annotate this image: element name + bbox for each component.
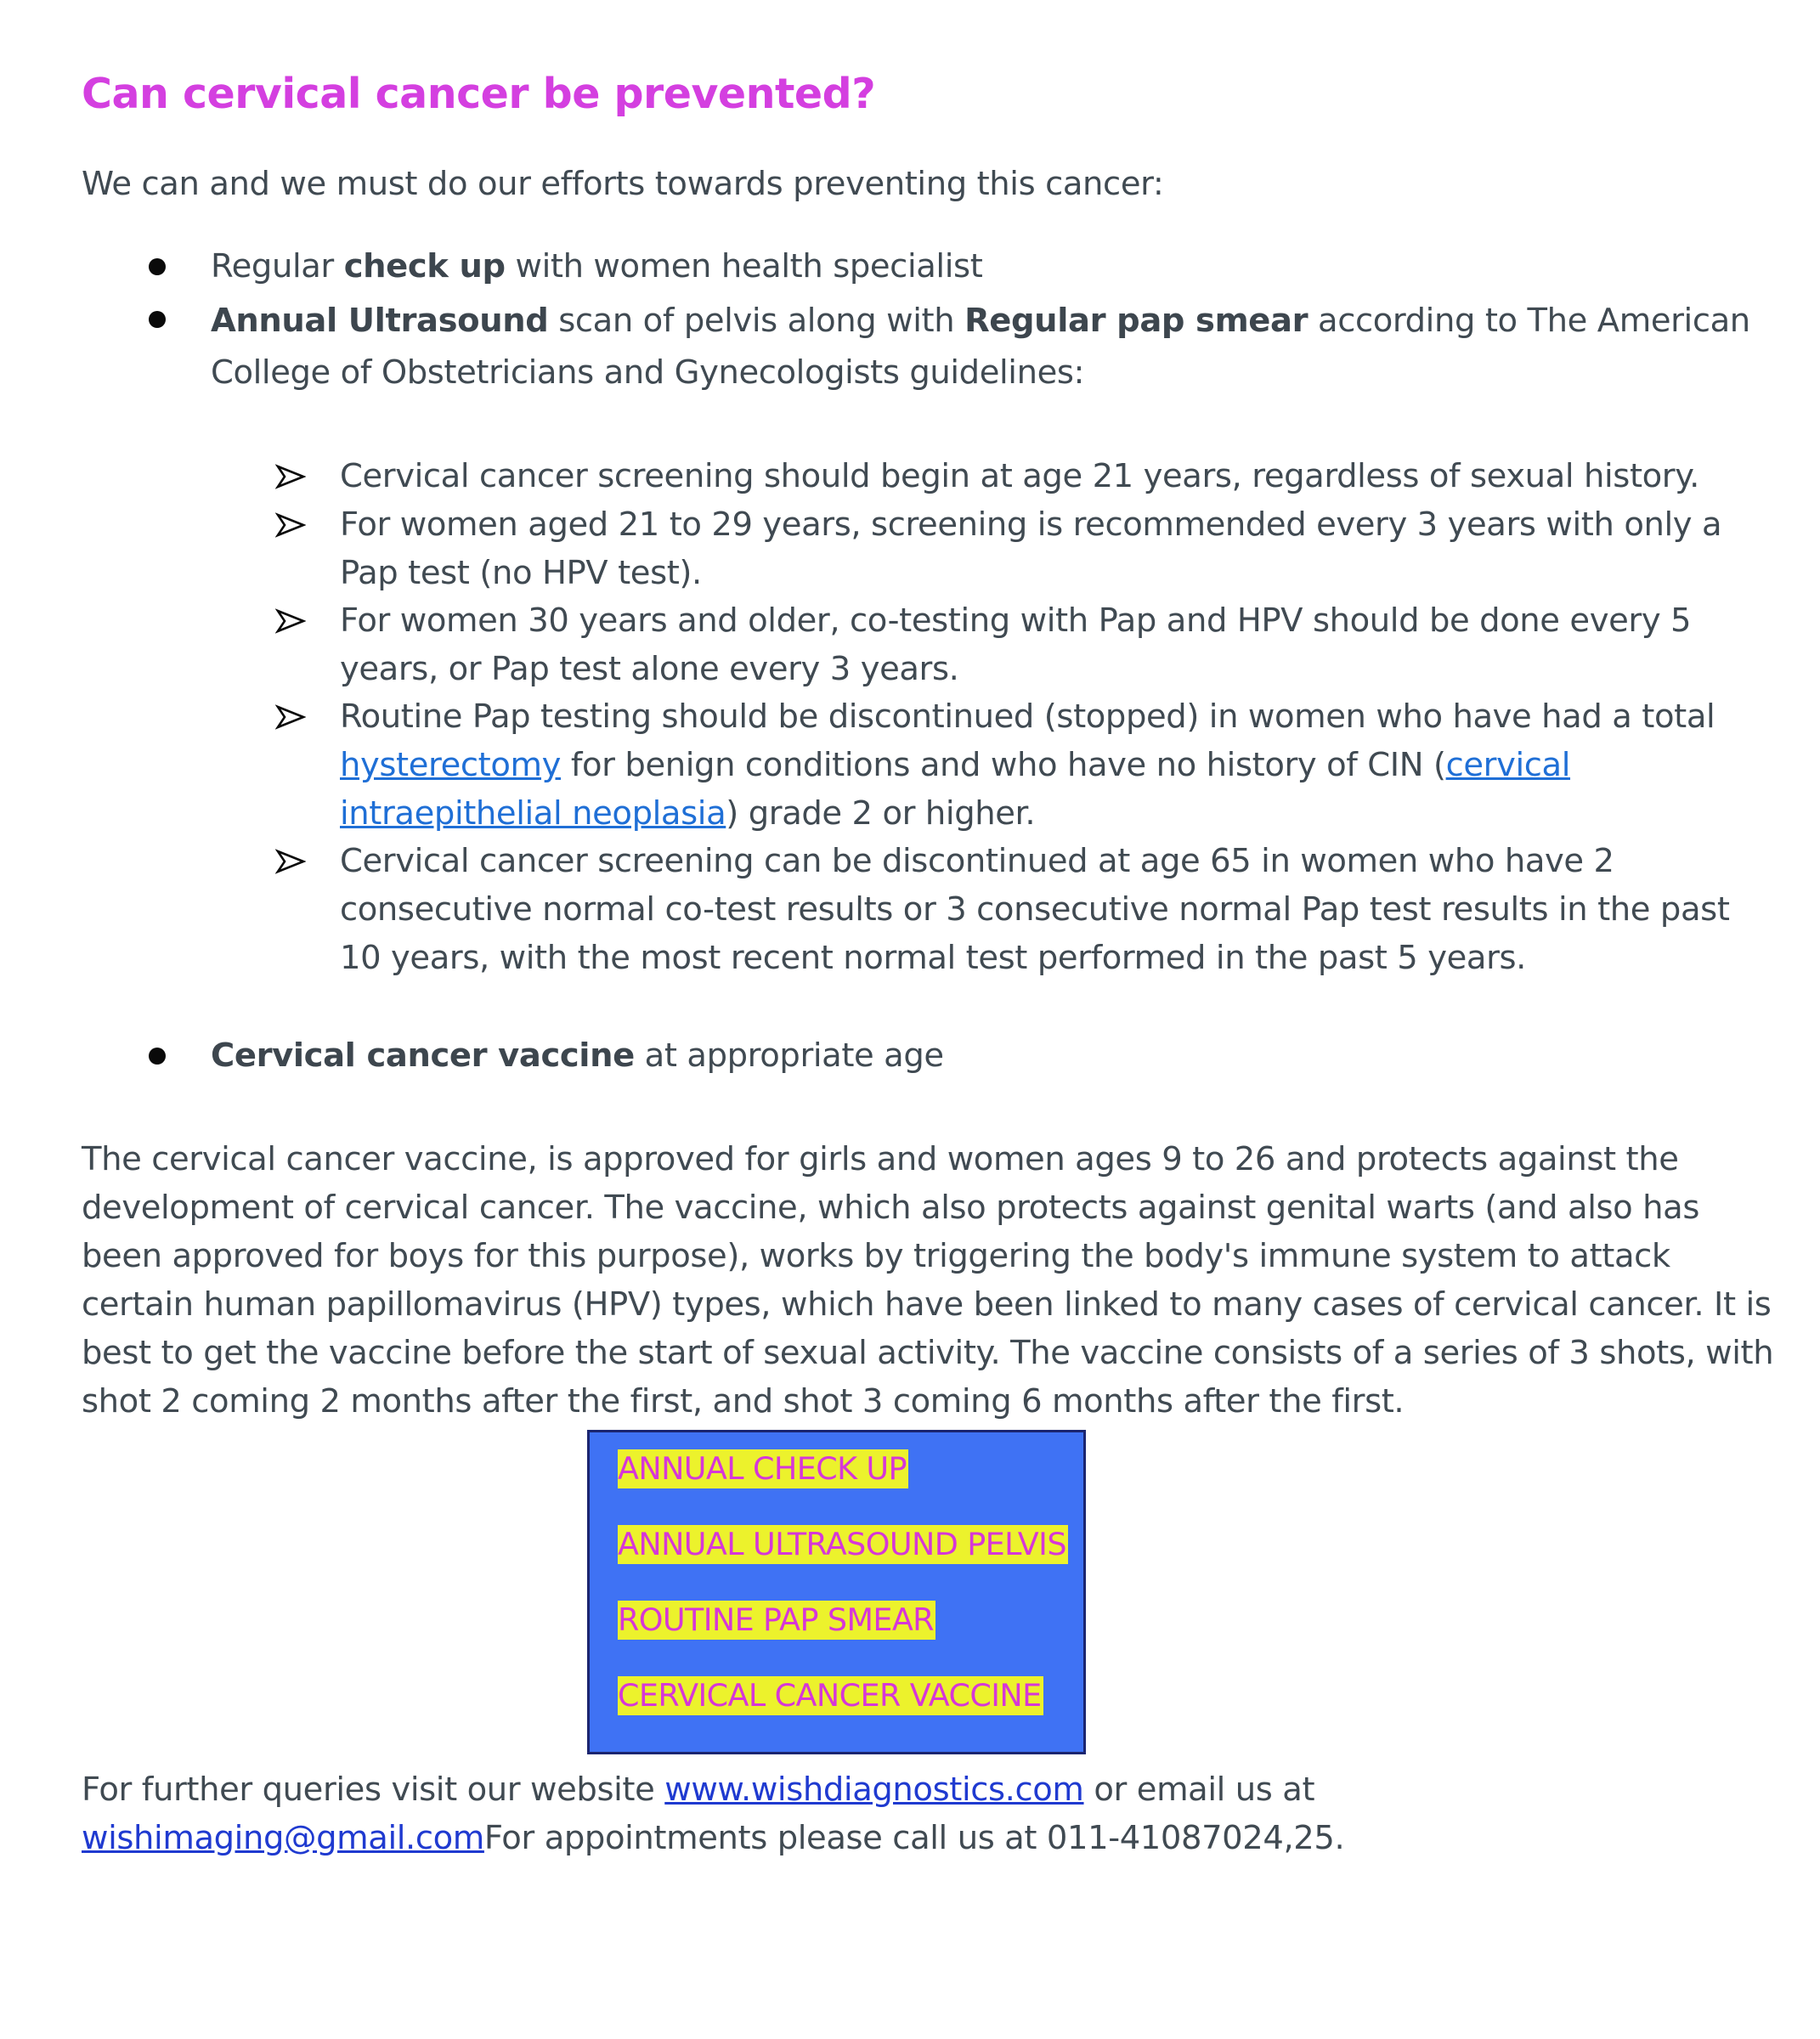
- intro-text: We can and we must do our efforts towards preventing this cancer:: [82, 165, 1164, 203]
- bullet-text: Annual Ultrasound scan of pelvis along with Regular pap smear according to The American College of Obstetricians and Gynecologists guidelines:: [211, 302, 1750, 392]
- guideline-text: For women aged 21 to 29 years, screening is recommended every 3 years with only a Pap test (no HPV test).: [340, 506, 1722, 592]
- bold-phrase: Regular pap smear: [964, 302, 1308, 340]
- page-title: Can cervical cancer be prevented?: [82, 70, 876, 118]
- arrow-bullet-icon: [275, 849, 306, 874]
- summary-box: [587, 1430, 1086, 1754]
- bold-phrase: check up: [343, 247, 506, 285]
- summary-item-checkup: ANNUAL CHECK UP: [618, 1450, 907, 1487]
- hysterectomy-link[interactable]: hysterectomy: [340, 746, 562, 784]
- contact-footer: For further queries visit our website www.wishdiagnostics.com or email us at wishimaging@gmail.comFor appointments please call us at 011-41087024,25.: [82, 1771, 1345, 1857]
- guideline-text: For women 30 years and older, co-testing with Pap and HPV should be done every 5 years, or Pap test alone every 3 years.: [340, 602, 1692, 688]
- guideline-text: Cervical cancer screening can be discontinued at age 65 in women who have 2 consecutive normal co-test results or 3 consecutive normal Pap test results in the past 10 years, with the most recent normal test performed in the past 5 years.: [340, 842, 1730, 977]
- bullet-icon: [149, 258, 166, 275]
- vaccine-paragraph: The cervical cancer vaccine, is approved for girls and women ages 9 to 26 and protects against the development of cervical cancer. The vaccine, which also protects against genital warts (and also has been approved for boys for this purpose), works by triggering the body's immune system to attack certain human papillomavirus (HPV) types, which have been linked to many cases of cervical cancer. It is best to get the vaccine before the start of sexual activity. The vaccine consists of a series of 3 shots, with shot 2 coming 2 months after the first, and shot 3 coming 6 months after the first.: [82, 1140, 1774, 1421]
- summary-item-vaccine: CERVICAL CANCER VACCINE: [618, 1677, 1042, 1714]
- bullet-text: Cervical cancer vaccine at appropriate age: [211, 1036, 944, 1075]
- arrow-bullet-icon: [275, 704, 306, 730]
- bullet-text: Regular check up with women health specialist: [211, 247, 983, 285]
- arrow-bullet-icon: [275, 608, 306, 634]
- summary-item-pap-smear: ROUTINE PAP SMEAR: [618, 1601, 934, 1638]
- bold-phrase: Cervical cancer vaccine: [211, 1036, 635, 1075]
- arrow-bullet-icon: [275, 464, 306, 489]
- email-link[interactable]: wishimaging@gmail.com: [82, 1819, 484, 1857]
- guideline-text: Cervical cancer screening should begin at age 21 years, regardless of sexual history.: [340, 457, 1699, 495]
- summary-item-ultrasound: ANNUAL ULTRASOUND PELVIS: [618, 1526, 1066, 1562]
- arrow-bullet-icon: [275, 512, 306, 538]
- website-link[interactable]: www.wishdiagnostics.com: [664, 1771, 1084, 1809]
- bullet-icon: [149, 1048, 166, 1065]
- guideline-text: Routine Pap testing should be discontinued (stopped) in women who have had a total hysterectomy for benign conditions and who have no history of CIN (cervical intraepithelial neoplasia) grade 2 or higher.: [340, 698, 1715, 833]
- cin-link[interactable]: cervical intraepithelial neoplasia: [340, 746, 1571, 833]
- bullet-icon: [149, 311, 166, 328]
- bold-phrase: Annual Ultrasound: [211, 302, 549, 340]
